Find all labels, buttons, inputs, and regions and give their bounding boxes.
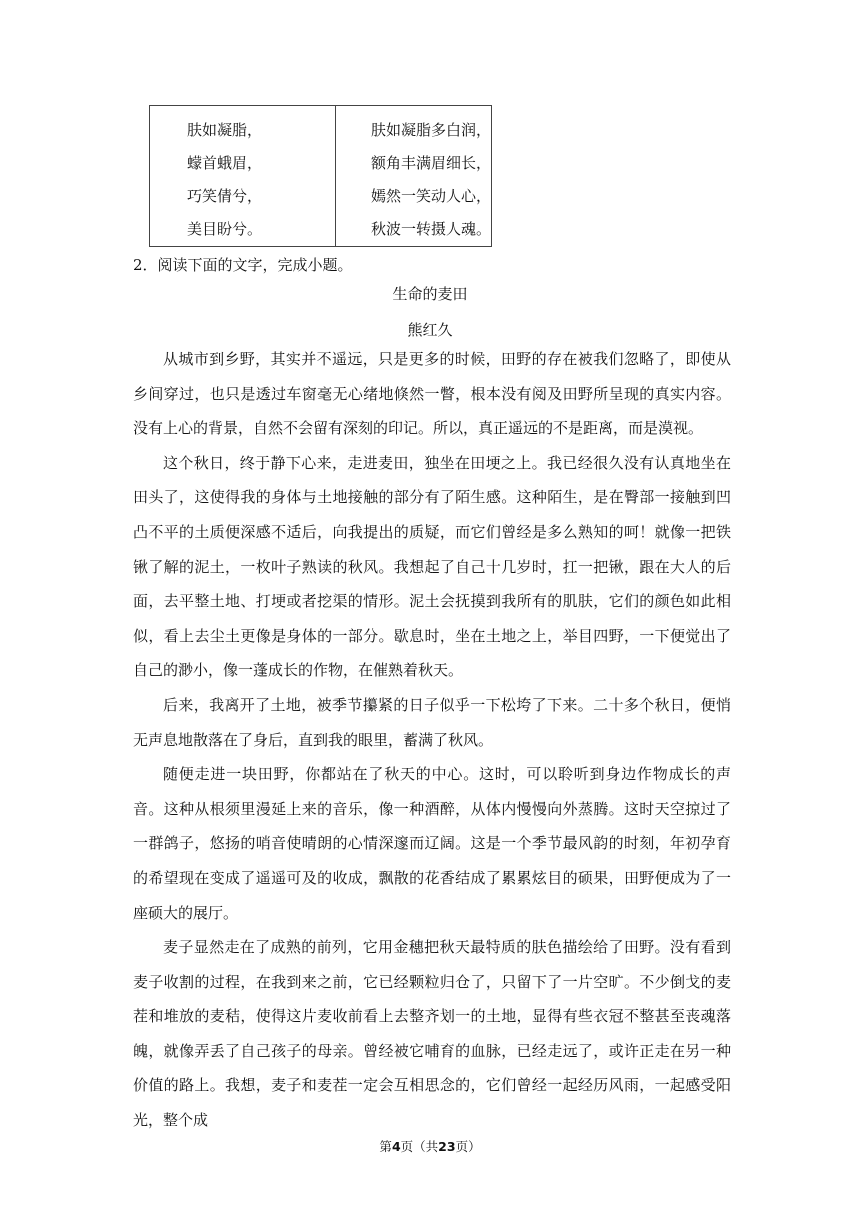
paragraph: 从城市到乡野，其实并不遥远，只是更多的时候，田野的存在被我们忽略了，即使从乡间穿过，也只是透过车窗毫无心绪地倏然一瞥，根本没有阅及田野所呈现的真实内容。没有上心的背景，自然不会留有深刻的印记。所以，真正遥远的不是距离，而是漠视。 [133, 350, 731, 438]
poem-line: 秋波一转摄人魂。 [370, 220, 491, 238]
total-pages: 23 [438, 1139, 456, 1154]
poem-line: 美目盼兮。 [187, 220, 263, 238]
poem-line: 蠓首蛾眉， [187, 154, 263, 172]
poem-comparison-table [149, 105, 492, 247]
poem-line: 肤如凝脂多白润， [370, 121, 491, 139]
footer-middle: 页（共 [400, 1139, 439, 1154]
paragraph: 随便走进一块田野，你都站在了秋天的中心。这时，可以聆听到身边作物成长的声音。这种从根须里漫延上来的音乐，像一种酒醉，从体内慢慢向外蒸腾。这时天空掠过了一群鸽子，悠扬的哨音使晴朗的心情深邃而辽阔。这是一个季节最风韵的时刻，年初孕育的希望现在变成了遥遥可及的收成，飘散的花香结成了累累炫目的硕果，田野便成为了一座硕大的展厅。 [133, 765, 731, 922]
footer-prefix: 第 [379, 1139, 392, 1154]
poem-line: 巧笑倩兮， [187, 187, 263, 205]
poem-line: 肤如凝脂， [187, 121, 263, 139]
page-number: 4 [391, 1139, 401, 1154]
paragraph: 这个秋日，终于静下心来，走进麦田，独坐在田埂之上。我已经很久没有认真地坐在田头了，这使得我的身体与土地接触的部分有了陌生感。这种陌生，是在臀部一接触到凹凸不平的土质便深感不适后，向我提出的质疑，而它们曾经是多么熟知的呵！就像一把铁锹了解的泥土，一枚叶子熟读的秋风。我想起了自己十几岁时，扛一把锹，跟在大人的后面，去平整土地、打埂或者挖渠的情形。泥土会抚摸到我所有的肌肤，它们的颜色如此相似，看上去尘土更像是身体的一部分。歇息时，坐在土地之上，举目四野，一下便觉出了自己的渺小，像一蓬成长的作物，在催熟着秋天。 [133, 453, 731, 680]
footer-suffix: 页） [455, 1139, 481, 1154]
article-body [133, 342, 731, 1138]
article-author: 熊红久 [407, 321, 453, 339]
translation-poem-cell [335, 106, 491, 247]
question-label: 2．阅读下面的文字，完成小题。 [133, 256, 353, 274]
poem-line: 嫣然一笑动人心， [370, 187, 491, 205]
paragraph: 后来，我离开了土地，被季节攥紧的日子似乎一下松垮了下来。二十多个秋日，便悄无声息地散落在了身后，直到我的眼里，蓄满了秋风。 [133, 695, 731, 749]
article-title: 生命的麦田 [392, 285, 468, 303]
page-footer [0, 1137, 860, 1157]
original-poem-cell [150, 106, 336, 247]
paragraph: 麦子显然走在了成熟的前列，它用金穗把秋天最特质的肤色描绘给了田野。没有看到麦子收割的过程，在我到来之前，它已经颗粒归仓了，只留下了一片空旷。不少倒戈的麦茬和堆放的麦秸，使得这片麦收前看上去整齐划一的土地，显得有些衣冠不整甚至丧魂落魄，就像弄丢了自己孩子的母亲。曾经被它哺育的血脉，已经走远了，或许正走在另一种价值的路上。我想，麦子和麦茬一定会互相思念的，它们曾经一起经历风雨，一起感受阳光，整个成 [133, 938, 731, 1130]
poem-line: 额角丰满眉细长， [370, 154, 491, 172]
